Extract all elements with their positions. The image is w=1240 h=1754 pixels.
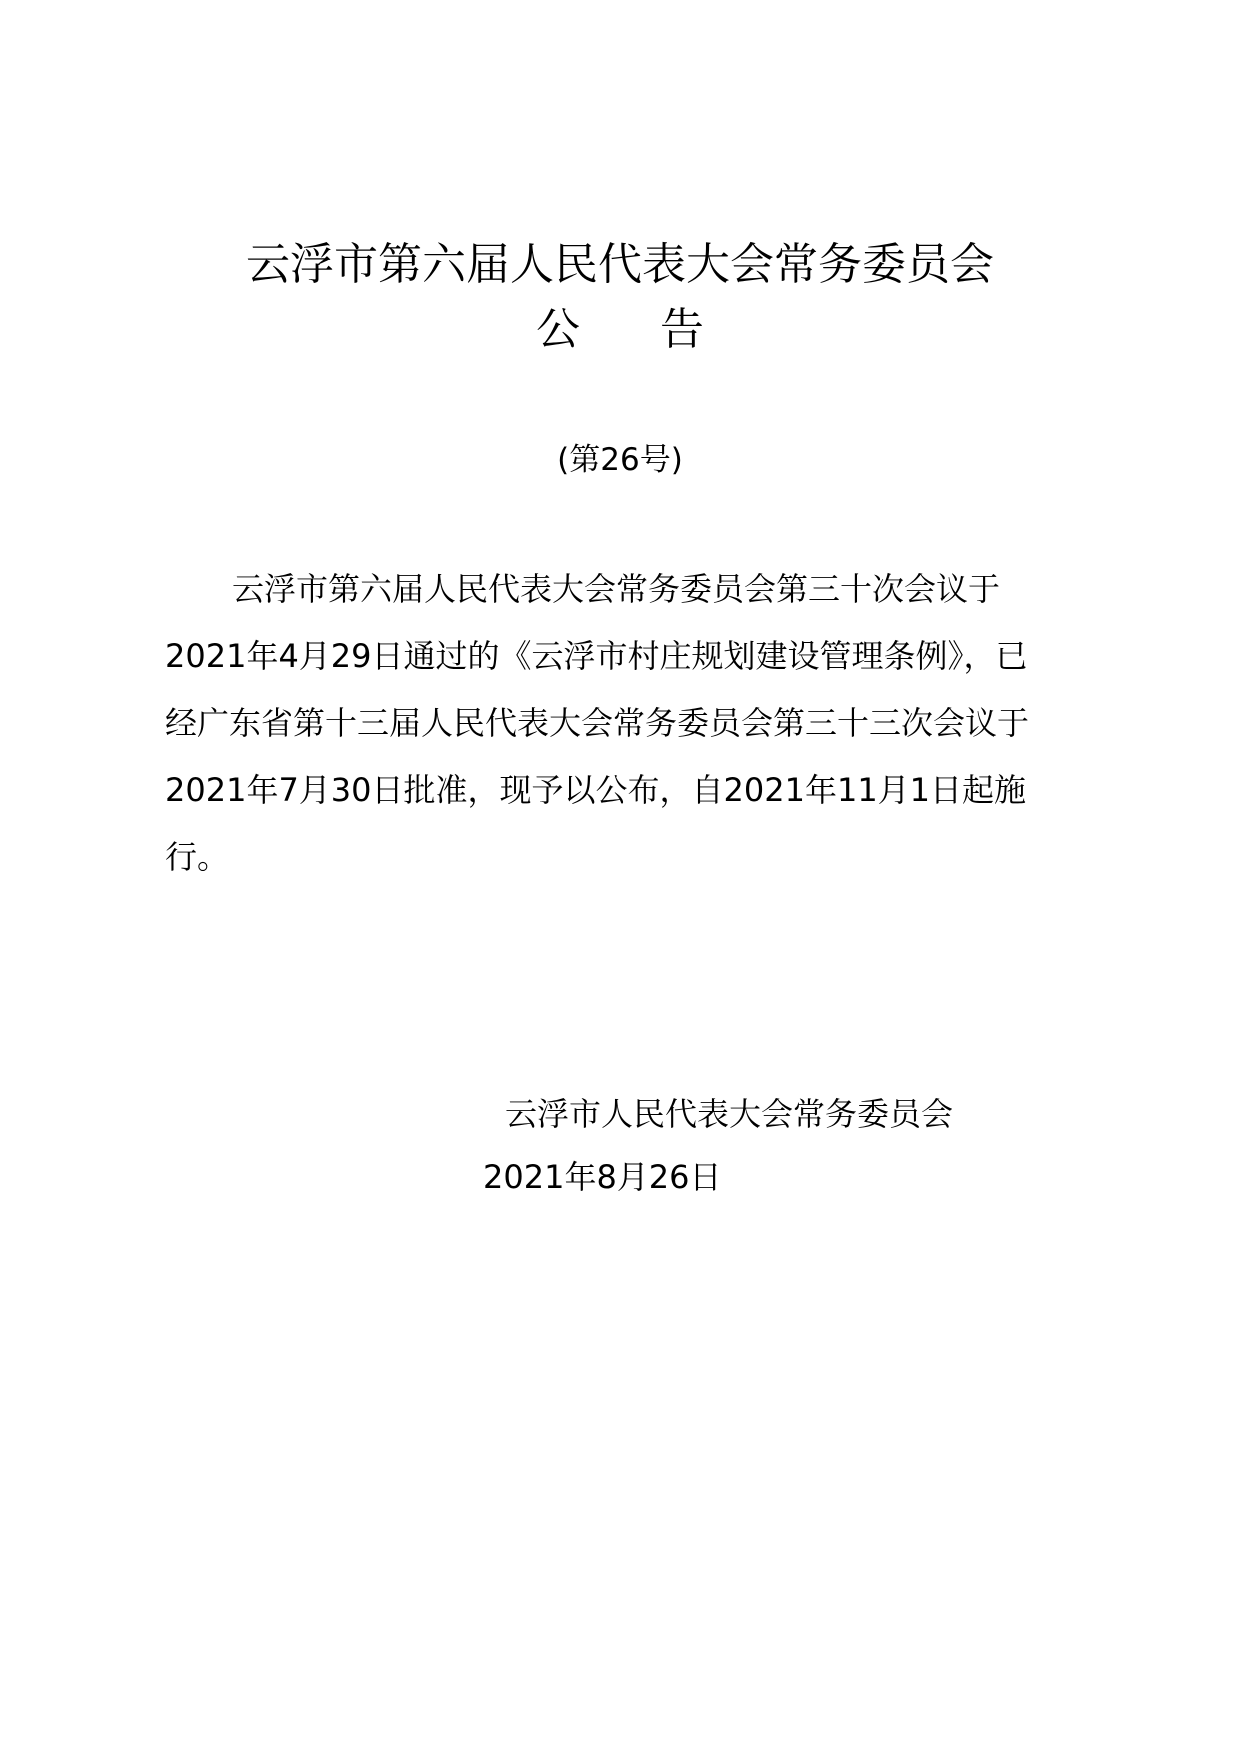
body-line-2: 2021年4月29日通过的《云浮市村庄规划建设管理条例》，已 bbox=[165, 637, 1028, 675]
body-line-5: 行。 bbox=[165, 838, 230, 876]
subtitle-text: 公告 bbox=[536, 304, 784, 355]
document-title: 云浮市第六届人民代表大会常务委员会 bbox=[246, 239, 994, 290]
signer: 云浮市人民代表大会常务委员会 bbox=[505, 1095, 954, 1133]
issue-number: (第26号) bbox=[557, 442, 683, 478]
sign-date: 2021年8月26日 bbox=[483, 1158, 722, 1196]
body-line-3: 经广东省第十三届人民代表大会常务委员会第三十三次会议于 bbox=[165, 704, 1030, 742]
body-line-1: 云浮市第六届人民代表大会常务委员会第三十次会议于 bbox=[232, 570, 1001, 608]
document-subtitle bbox=[0, 302, 1240, 358]
body-line-4: 2021年7月30日批准，现予以公布，自2021年11月1日起施 bbox=[165, 771, 1027, 809]
